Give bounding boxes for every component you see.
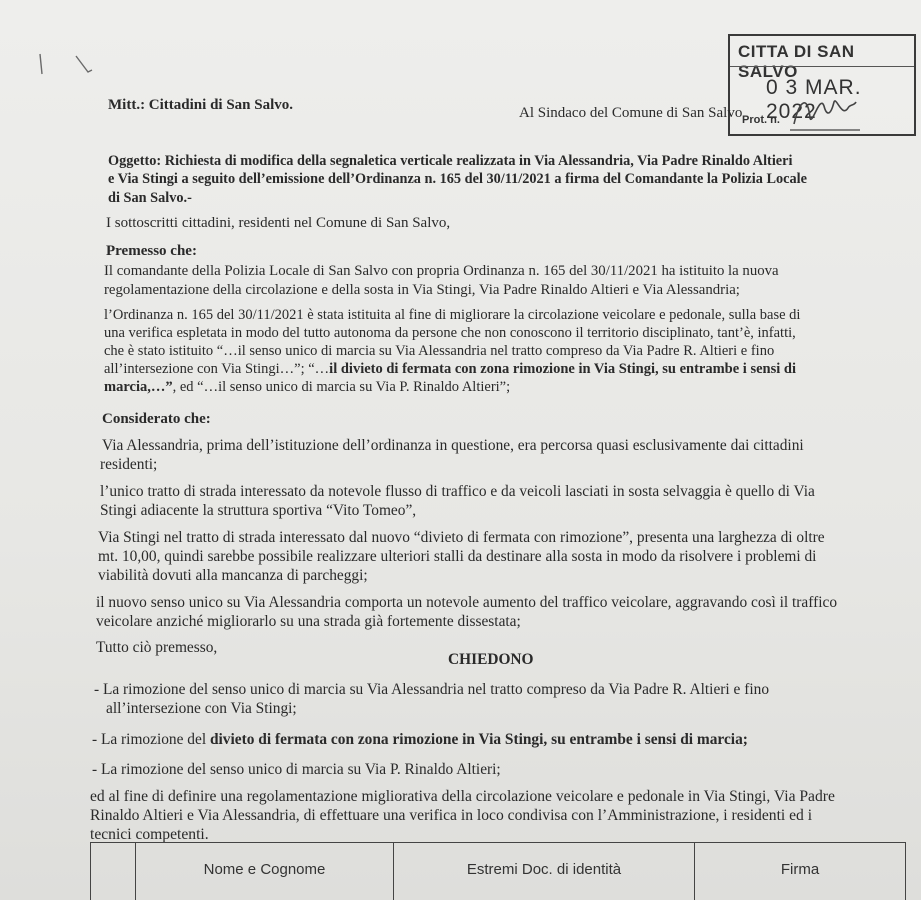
stamp-prot-label: Prot. n. xyxy=(742,114,780,126)
document-page: CITTA DI SAN SALVO 0 3 MAR. 2022 Prot. n. Mitt.: Cittadini di San Salvo. Al Sindaco del Comune di San Salvo Oggetto: Richiesta di modifica della segnaletica verticale realizzata in Via Alessandria, Via Padre Rinaldo Altieri e Via Stingi a seguito dell’emissione dell’Ordinanza n. 165 del 30/11/2021 a firma del Comandante la Polizia Locale di San Salvo.- I sottoscritti cittadini, residenti nel Comune di San Salvo, Premesso che: Il comandante della Polizia Locale di San Salvo con propria Ordinanza n. 165 del 30/11/2021 ha istituito la nuova regolamentazione della circolazione e della sosta in Via Stingi, Via Padre Rinaldo Altieri e Via Alessandria; l’Ordinanza n. 165 del 30/11/2021 è stata istituita al fine di migliorare la circolazione veicolare e pedonale, sulla base di una verifica espletata in modo del tutto autonoma da persone che non conoscono il territorio disciplinato, tant’è, infatti, che è stato istituito “…il senso unico di marcia su Via Alessandria nel tratto compreso da Via Padre R. Altieri e fino all’intersezione con Via Stingi…”; “…il divieto di fermata con zona rimozione in Via Stingi, su entrambe i sensi di marcia,…”, ed “…il senso unico di marcia su Via P. Rinaldo Altieri”; Considerato che: Via Alessandria, prima dell’istituzione dell’ordinanza in questione, era percorsa quasi esclusivamente dai cittadini residenti; l’unico tratto di strada interessato da notevole flusso di traffico e da veicoli lasciati in sosta selvaggia è quello di Via Stingi adiacente la struttura sportiva “Vito Tomeo”, Via Stingi nel tratto di strada interessato dal nuovo “divieto di fermata con rimozione”, presenta una larghezza di oltre mt. 10,00, quindi sarebbe possibile realizzare ulteriori stalli da destinare alla sosta in modo da risolvere i problemi di viabilità dovuti alla mancanza di parcheggi; il nuovo senso unico su Via Alessandria comporta un notevole aumento del traffico veicolare, aggravando così il traffico veicolare anziché migliorarlo su una strada già fortemente dissestata; Tutto ciò premesso, CHIEDONO - La rimozione del senso unico di marcia su Via Alessandria nel tratto compreso da Via Padre R. Altieri e fino all’intersezione con Via Stingi; - La rimozione del divieto di fermata con zona rimozione in Via Stingi, su entrambe i sensi di marcia; - La rimozione del senso unico di marcia su Via P. Rinaldo Altieri; ed al fine di definire una regolamentazione migliorativa della circolazione veicolare e pedonale in Via Stingi, Via Padre Rinaldo Altieri e Via Alessandria, di effettuare una verifica in loco condivisa con l’Amministrazione, i residenti ed i tecnici competenti. Nome e Cognome Estremi Doc. di identità Firma xyxy=(0,0,921,900)
request-3: - La rimozione del senso unico di marcia su Via P. Rinaldo Altieri; xyxy=(92,761,501,778)
chiedono-heading: CHIEDONO xyxy=(448,651,534,668)
premesso-heading: Premesso che: xyxy=(106,243,197,259)
intro: I sottoscritti cittadini, residenti nel Comune di San Salvo, xyxy=(106,215,451,231)
request-2: - La rimozione del divieto di fermata con zona rimozione in Via Stingi, su entrambe i sensi di marcia; xyxy=(92,731,748,748)
signature-table xyxy=(90,842,906,900)
signature-icon xyxy=(790,88,860,132)
stamp-divider xyxy=(730,66,914,67)
table-index-cell xyxy=(91,843,136,900)
considerato-heading: Considerato che: xyxy=(102,411,211,427)
premesso-all: Tutto ciò premesso, xyxy=(96,639,218,656)
stamp-date: 0 3 MAR. 2022 xyxy=(766,76,862,123)
recipient: Al Sindaco del Comune di San Salvo xyxy=(519,105,743,121)
table-header-row xyxy=(91,843,906,900)
pen-mark-icon xyxy=(30,48,100,88)
table-header-name: Nome e Cognome xyxy=(136,843,394,900)
stamp-city: CITTA DI SAN SALVO xyxy=(738,42,855,81)
table-header-sign: Firma xyxy=(695,843,906,900)
protocol-stamp xyxy=(728,34,916,136)
table-header-doc: Estremi Doc. di identità xyxy=(394,843,695,900)
sender: Mitt.: Cittadini di San Salvo. xyxy=(108,97,294,113)
